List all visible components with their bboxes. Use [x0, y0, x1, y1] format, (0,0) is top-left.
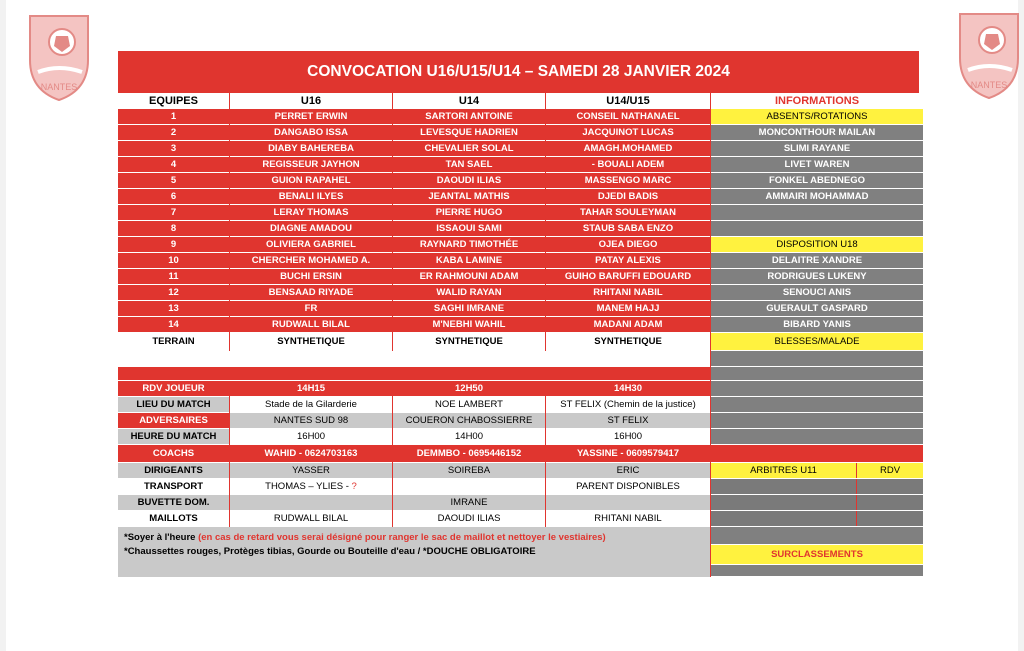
maillots-u16: RUDWALL BILAL: [230, 511, 392, 527]
info-cell: [711, 221, 923, 237]
player-cell: CONSEIL NATHANAEL: [546, 109, 710, 125]
note-line-1-highlight: (en cas de retard vous serai désigné pour ranger le sac de maillot et nettoyer le vestiaires): [198, 532, 606, 543]
adversaires-u14: COUERON CHABOSSIERRE: [393, 413, 545, 429]
rdv-u1415: 14H30: [546, 381, 710, 397]
player-cell: PIERRE HUGO: [393, 205, 545, 221]
row-number: 10: [118, 253, 229, 269]
adversaires-label: ADVERSAIRES: [118, 413, 229, 429]
player-cell: MADANI ADAM: [546, 317, 710, 333]
player-cell: RUDWALL BILAL: [230, 317, 392, 333]
info-cell-empty: [711, 429, 923, 445]
player-cell: FR: [230, 301, 392, 317]
player-cell: MANEM HAJJ: [546, 301, 710, 317]
player-cell: GUIHO BARUFFI EDOUARD: [546, 269, 710, 285]
info-cell: DISPOSITION U18: [711, 237, 923, 253]
spacer-row: [118, 351, 710, 367]
notes-block: [118, 527, 710, 577]
player-cell: ER RAHMOUNI ADAM: [393, 269, 545, 285]
row-number: 9: [118, 237, 229, 253]
convocation-sheet: [118, 51, 919, 577]
info-cell: [711, 205, 923, 221]
player-cell: CHERCHER MOHAMED A.: [230, 253, 392, 269]
transport-label: TRANSPORT: [118, 479, 229, 495]
convocation-table: [118, 93, 923, 577]
transport-u16: [230, 479, 392, 495]
heure-u1415: 16H00: [546, 429, 710, 445]
info-cell: ABSENTS/ROTATIONS: [711, 109, 923, 125]
info-cell: BIBARD YANIS: [711, 317, 923, 333]
player-cell: M'NEBHI WAHIL: [393, 317, 545, 333]
player-cell: DIAGNE AMADOU: [230, 221, 392, 237]
arbitres-header: [711, 463, 923, 479]
player-cell: GUION RAPAHEL: [230, 173, 392, 189]
terrain-label: TERRAIN: [118, 333, 229, 351]
rdv-label: RDV JOUEUR: [118, 381, 229, 397]
row-number: 2: [118, 125, 229, 141]
maillots-u14: DAOUDI ILIAS: [393, 511, 545, 527]
lieu-u1415: ST FELIX (Chemin de la justice): [546, 397, 710, 413]
info-cell: MONCONTHOUR MAILAN: [711, 125, 923, 141]
player-cell: ISSAOUI SAMI: [393, 221, 545, 237]
player-cell: REGISSEUR JAYHON: [230, 157, 392, 173]
row-number: 1: [118, 109, 229, 125]
player-cell: KABA LAMINE: [393, 253, 545, 269]
row-number: 6: [118, 189, 229, 205]
rdv-u14: 12H50: [393, 381, 545, 397]
player-cell: OLIVIERA GABRIEL: [230, 237, 392, 253]
info-cell-empty: [711, 445, 923, 463]
player-cell: STAUB SABA ENZO: [546, 221, 710, 237]
row-number: 14: [118, 317, 229, 333]
header-u14: U14: [393, 93, 545, 109]
row-number: 7: [118, 205, 229, 221]
club-crest-icon: [26, 10, 92, 102]
dirigeants-label: DIRIGEANTS: [118, 463, 229, 479]
player-cell: TAN SAEL: [393, 157, 545, 173]
adversaires-u16: NANTES SUD 98: [230, 413, 392, 429]
note-line-2: *Chaussettes rouges, Protèges tibias, Gourde ou Bouteille d'eau / *DOUCHE OBLIGATOIRE: [124, 546, 536, 557]
header-u1415: U14/U15: [546, 93, 710, 109]
player-cell: BENSAAD RIYADE: [230, 285, 392, 301]
transport-u16-text: THOMAS – YLIES -: [265, 481, 349, 492]
player-cell: LEVESQUE HADRIEN: [393, 125, 545, 141]
document-page: [6, 0, 1018, 651]
surclassements-label: SURCLASSEMENTS: [711, 545, 923, 565]
player-cell: BENALI ILYES: [230, 189, 392, 205]
heure-u16: 16H00: [230, 429, 392, 445]
info-cell: SLIMI RAYANE: [711, 141, 923, 157]
logo-text: NANTES: [40, 82, 78, 92]
player-cell: SARTORI ANTOINE: [393, 109, 545, 125]
player-cell: RAYNARD TIMOTHÉE: [393, 237, 545, 253]
info-cell: FONKEL ABEDNEGO: [711, 173, 923, 189]
heure-u14: 14H00: [393, 429, 545, 445]
player-cell: RHITANI NABIL: [546, 285, 710, 301]
player-cell: DAOUDI ILIAS: [393, 173, 545, 189]
player-cell: CHEVALIER SOLAL: [393, 141, 545, 157]
club-crest-icon: [956, 8, 1022, 100]
info-cell: LIVET WAREN: [711, 157, 923, 173]
info-cell-empty: [711, 527, 923, 545]
transport-u16-mark: ?: [351, 481, 357, 492]
arbitres-row: [711, 495, 923, 511]
player-cell: DIABY BAHEREBA: [230, 141, 392, 157]
buvette-u16: [230, 495, 392, 511]
player-cell: MASSENGO MARC: [546, 173, 710, 189]
info-cell: SENOUCI ANIS: [711, 285, 923, 301]
info-cell: RODRIGUES LUKENY: [711, 269, 923, 285]
info-cell-empty: [711, 565, 923, 577]
arbitres-cell: [711, 511, 856, 526]
note-line-1: [124, 531, 704, 545]
coach-u16: WAHID - 0624703163: [230, 445, 392, 463]
arbitres-rdv-cell: [857, 511, 923, 526]
info-cell-empty: [711, 381, 923, 397]
lieu-u16: Stade de la Gilarderie: [230, 397, 392, 413]
page-title: CONVOCATION U16/U15/U14 – SAMEDI 28 JANVIER 2024: [307, 63, 730, 80]
info-cell: AMMAIRI MOHAMMAD: [711, 189, 923, 205]
coachs-label: COACHS: [118, 445, 229, 463]
terrain-u1415: SYNTHETIQUE: [546, 333, 710, 351]
player-cell: SAGHI IMRANE: [393, 301, 545, 317]
transport-u14: [393, 479, 545, 495]
arbitres-rdv-label: RDV: [857, 463, 923, 478]
dirigeant-u16: YASSER: [230, 463, 392, 479]
note-line-1-prefix: *Soyer à l'heure: [124, 532, 199, 543]
arbitres-row: [711, 479, 923, 495]
row-number: 12: [118, 285, 229, 301]
row-number: 13: [118, 301, 229, 317]
player-cell: LERAY THOMAS: [230, 205, 392, 221]
arbitres-cell: [711, 495, 856, 510]
row-number: 5: [118, 173, 229, 189]
player-cell: PATAY ALEXIS: [546, 253, 710, 269]
player-cell: TAHAR SOULEYMAN: [546, 205, 710, 221]
coach-u14: DEMMBO - 0695446152: [393, 445, 545, 463]
arbitres-cell: [711, 479, 856, 494]
adversaires-u1415: ST FELIX: [546, 413, 710, 429]
header-u16: U16: [230, 93, 392, 109]
header-informations: INFORMATIONS: [711, 93, 923, 109]
player-cell: AMAGH.MOHAMED: [546, 141, 710, 157]
arbitres-rdv-cell: [857, 495, 923, 510]
heure-label: HEURE DU MATCH: [118, 429, 229, 445]
dirigeant-u14: SOIREBA: [393, 463, 545, 479]
lieu-u14: NOE LAMBERT: [393, 397, 545, 413]
player-cell: OJEA DIEGO: [546, 237, 710, 253]
rdv-u16: 14H15: [230, 381, 392, 397]
arbitres-rdv-cell: [857, 479, 923, 494]
info-cell: DELAITRE XANDRE: [711, 253, 923, 269]
transport-u1415: PARENT DISPONIBLES: [546, 479, 710, 495]
player-cell: DANGABO ISSA: [230, 125, 392, 141]
player-cell: DJEDI BADIS: [546, 189, 710, 205]
buvette-u1415: [546, 495, 710, 511]
row-number: 8: [118, 221, 229, 237]
terrain-u14: SYNTHETIQUE: [393, 333, 545, 351]
row-number: 11: [118, 269, 229, 285]
lieu-label: LIEU DU MATCH: [118, 397, 229, 413]
header-equipes: EQUIPES: [118, 93, 229, 109]
info-cell-empty: [711, 351, 923, 367]
arbitres-label: ARBITRES U11: [711, 463, 856, 478]
logo-text: NANTES: [970, 80, 1008, 90]
separator-row: [118, 367, 710, 381]
maillots-label: MAILLOTS: [118, 511, 229, 527]
info-cell-empty: [711, 397, 923, 413]
info-cell: GUERAULT GASPARD: [711, 301, 923, 317]
coach-u1415: YASSINE - 0609579417: [546, 445, 710, 463]
row-number: 4: [118, 157, 229, 173]
terrain-u16: SYNTHETIQUE: [230, 333, 392, 351]
dirigeant-u1415: ERIC: [546, 463, 710, 479]
buvette-u14: IMRANE: [393, 495, 545, 511]
player-cell: JACQUINOT LUCAS: [546, 125, 710, 141]
player-cell: WALID RAYAN: [393, 285, 545, 301]
player-cell: BUCHI ERSIN: [230, 269, 392, 285]
maillots-u1415: RHITANI NABIL: [546, 511, 710, 527]
info-cell: BLESSES/MALADE: [711, 333, 923, 351]
player-cell: JEANTAL MATHIS: [393, 189, 545, 205]
arbitres-row: [711, 511, 923, 527]
buvette-label: BUVETTE DOM.: [118, 495, 229, 511]
info-cell-empty: [711, 367, 923, 381]
row-number: 3: [118, 141, 229, 157]
player-cell: PERRET ERWIN: [230, 109, 392, 125]
info-cell-empty: [711, 413, 923, 429]
player-cell: - BOUALI ADEM: [546, 157, 710, 173]
